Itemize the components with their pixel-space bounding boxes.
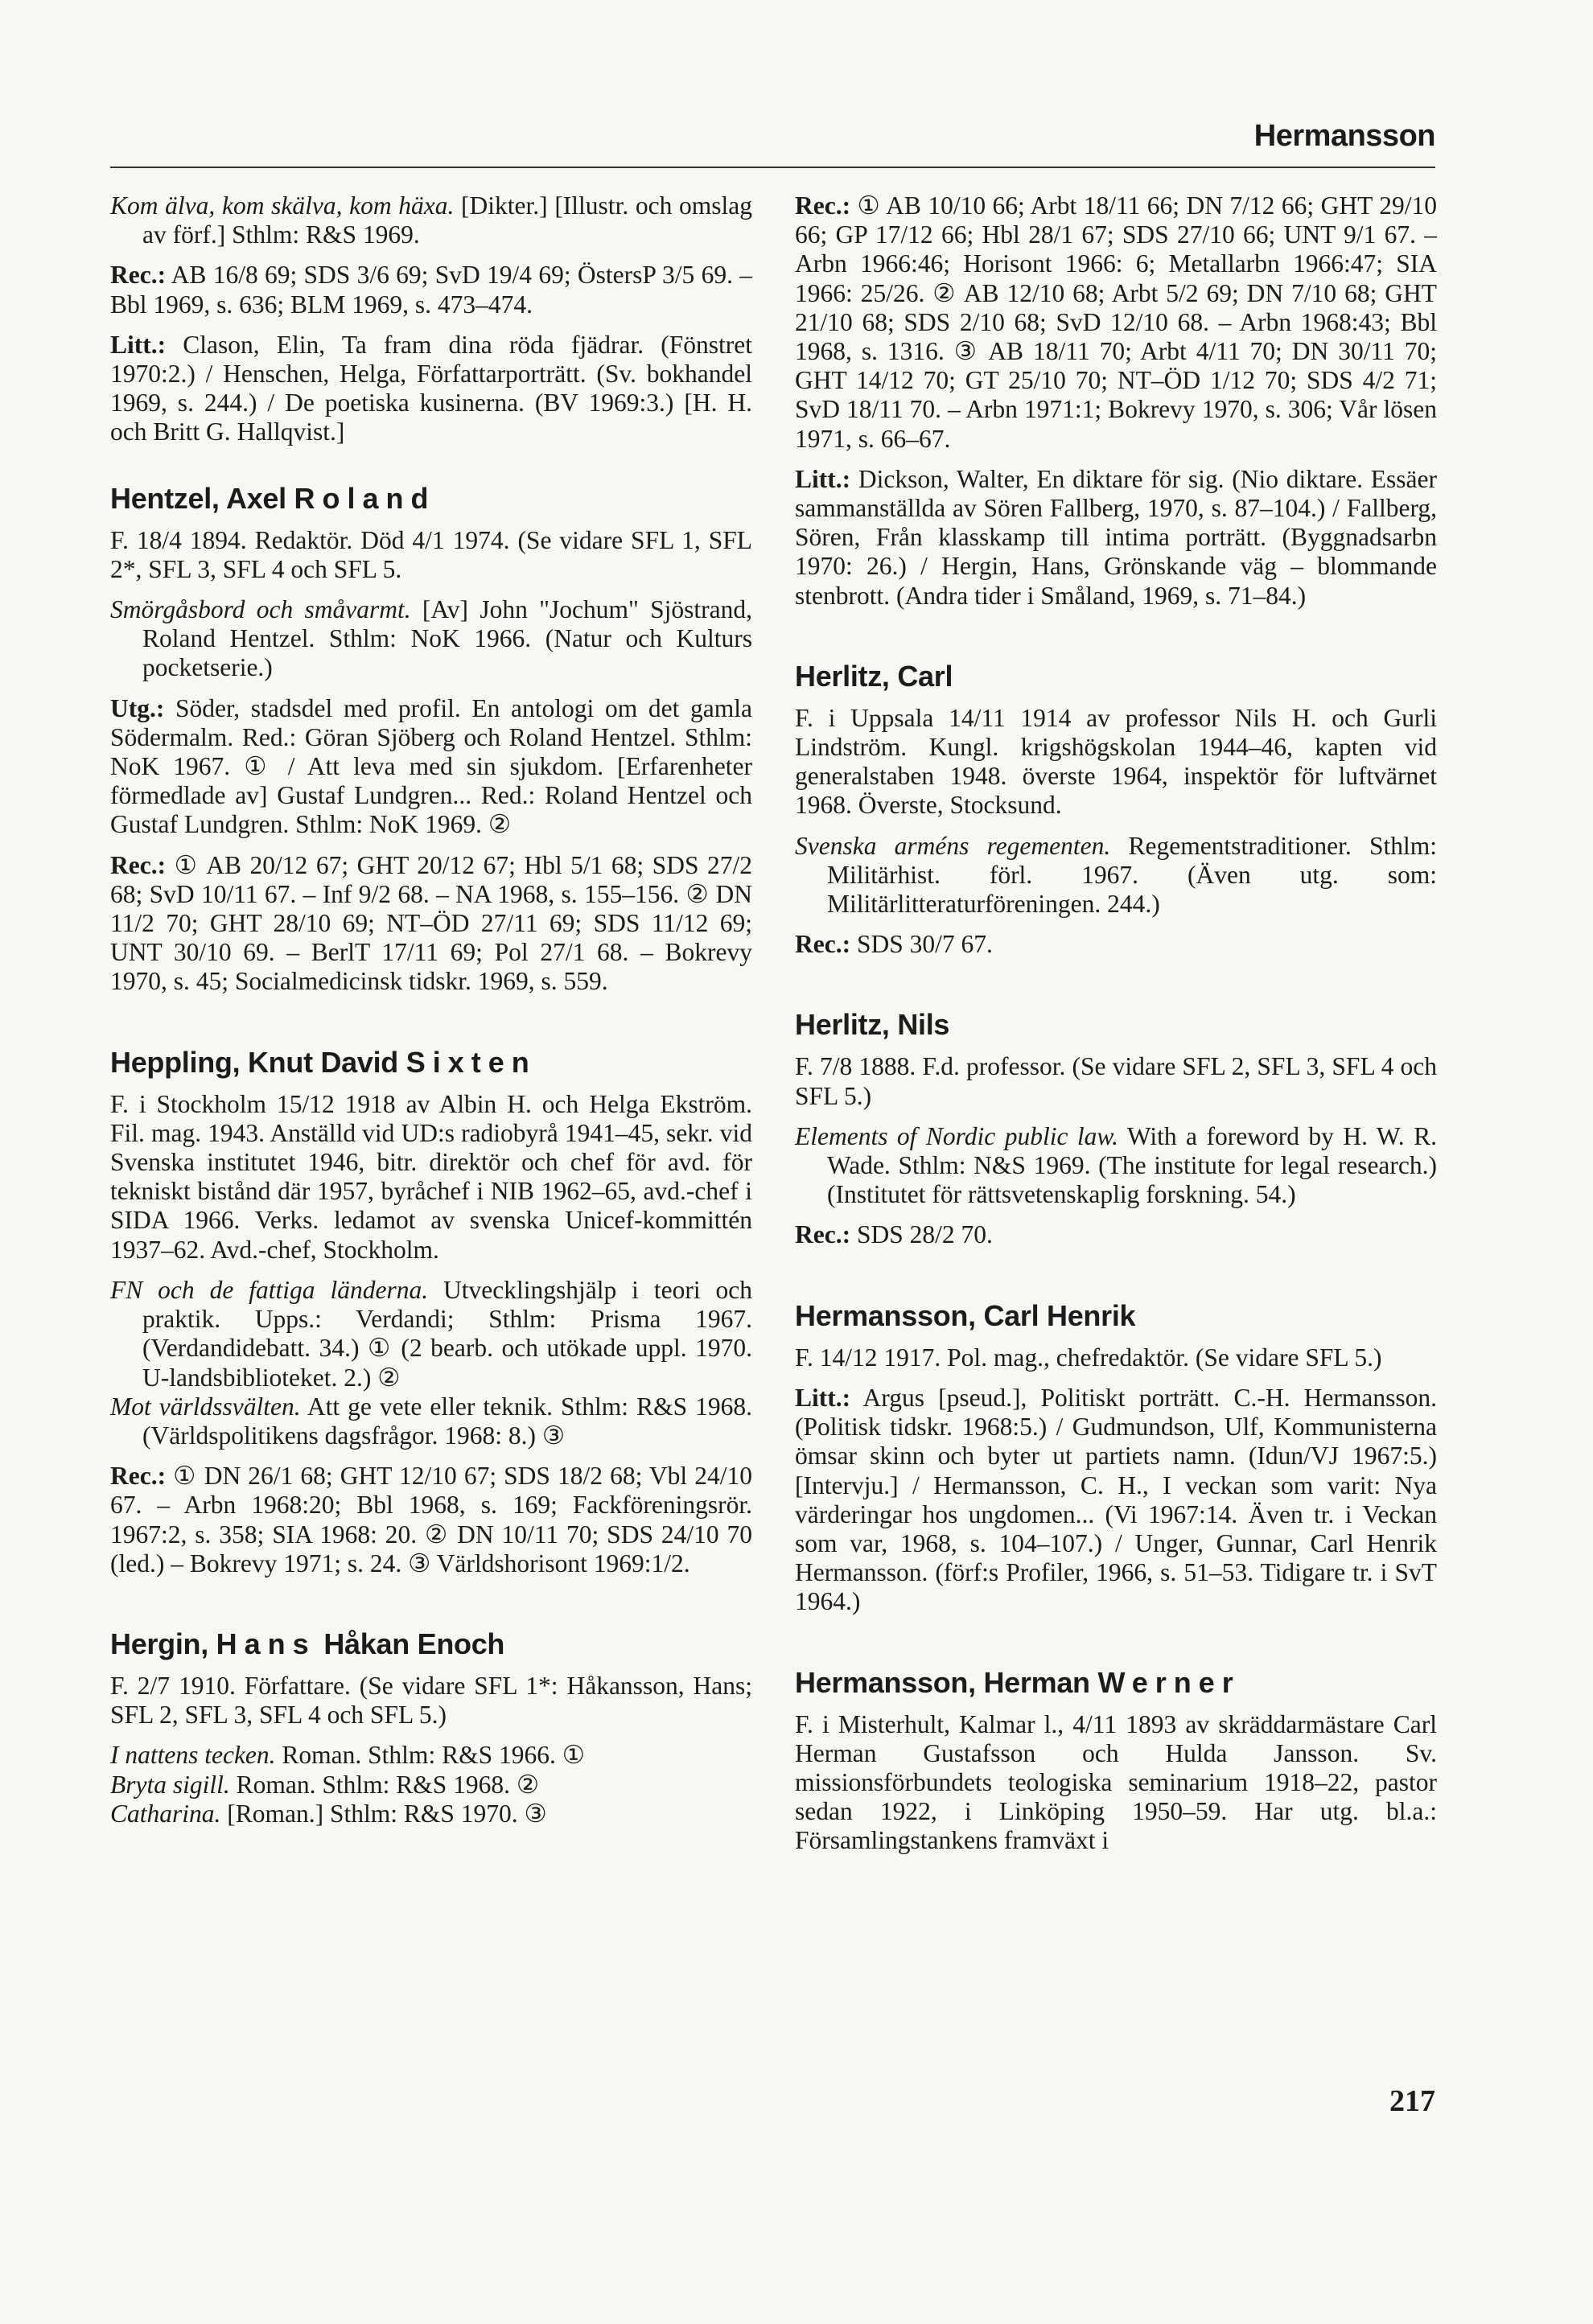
reviews-text: SDS 28/2 70.: [850, 1220, 993, 1249]
headword: Herlitz, Nils: [795, 1008, 950, 1042]
reviews: [795, 930, 1437, 959]
biography: F. i Uppsala 14/11 1914 av professor Nils H. och Gurli Lindström. Kungl. krigshögskolan 1944–46, kapten vid generalstaben 1948. överste 1964, inspektör för luftvärnet 1968. Överste, Stocksund.: [795, 703, 1437, 820]
editions: [110, 694, 752, 840]
entry-hermansson-carl: [795, 1300, 1437, 1617]
header-rule: [110, 167, 1435, 168]
biography: F. 18/4 1894. Redaktör. Död 4/1 1974. (Se vidare SFL 1, SFL 2*, SFL 3, SFL 4 och SFL 5.: [110, 525, 752, 583]
entry-intro-continuation: [110, 191, 752, 447]
editions-text: Söder, stadsdel med profil. En antologi om det gamla Södermalm. Red.: Göran Sjöberg och Roland Hentzel. Sthlm: NoK 1967. ① / Att leva med sin sjukdom. [Erfarenheter förmedlade av] Gustaf Lundgren... Red.: Roland Hentzel och Gustaf Lundgren. Sthlm: NoK 1969. ②: [110, 693, 752, 839]
literature-label: Litt.:: [110, 330, 167, 359]
work-details: [Dikter.] [Illustr. och omslag av förf.] Sthlm: R&S 1969.: [142, 191, 753, 249]
headword-callname: Werner: [1097, 1665, 1241, 1699]
reviews-label: Rec.:: [110, 850, 167, 879]
literature: [795, 465, 1437, 611]
headword-given: Håkan Enoch: [315, 1627, 505, 1660]
reviews-text: SDS 30/7 67.: [850, 930, 993, 959]
headword: [110, 1047, 752, 1079]
work-title: Smörgåsbord och småvarmt.: [110, 595, 411, 624]
reviews-text: ① AB 10/10 66; Arbt 18/11 66; DN 7/12 66; GHT 29/10 66; GP 17/12 66; Hbl 28/1 67; SDS 27/10 66; UNT 9/1 67. – Arbn 1966:46; Horisont 1966: 6; Metallarbn 1966:47; SIA 1966: 25/26. ② AB 12/10 68; Arbt 5/2 69; DN 7/10 68; GHT 21/10 68; SDS 2/10 68; SvD 12/10 68. – Arbn 1968:43; Bbl 1968, s. 1316. ③ AB 18/11 70; Arbt 4/11 70; DN 30/11 70; GHT 14/12 70; GT 25/10 70; NT–ÖD 1/12 70; SDS 4/2 71; SvD 18/11 70. – Arbn 1971:1; Bokrevy 1970, s. 306; Vår lösen 1971, s. 66–67.: [795, 191, 1437, 453]
work-details: Regementstraditioner. Sthlm: Militärhist. förl. 1967. (Även utg. som: Militärlitteraturföreningen. 244.): [827, 831, 1438, 919]
biography: F. 14/12 1917. Pol. mag., chefredaktör. (Se vidare SFL 5.): [795, 1343, 1382, 1372]
reviews-text: ① DN 26/1 68; GHT 12/10 67; SDS 18/2 68; Vbl 24/10 67. – Arbn 1968:20; Bbl 1968, s. 169; Fackföreningsrör. 1967:2, s. 358; SIA 1968: 20. ② DN 10/11 70; SDS 24/10 70 (led.) – Bokrevy 1971; s. 24. ③ Världshorisont 1969:1/2.: [110, 1462, 752, 1577]
biography: F. 7/8 1888. F.d. professor. (Se vidare SFL 2, SFL 3, SFL 4 och SFL 5.): [795, 1052, 1437, 1110]
work-citation: [110, 595, 752, 683]
work-title: Svenska arméns regementen.: [795, 831, 1111, 860]
page-number: 217: [1389, 2084, 1435, 2118]
literature: [795, 1384, 1437, 1617]
work-title: FN och de fattiga länderna.: [110, 1275, 429, 1304]
reviews-text: ① AB 20/12 67; GHT 20/12 67; Hbl 5/1 68; SDS 27/2 68; SvD 10/11 67. – Inf 9/2 68. – NA 1968, s. 155–156. ② DN 11/2 70; GHT 28/10 69; NT–ÖD 27/11 69; SDS 11/12 69; UNT 30/10 69. – BerlT 17/11 69; Pol 27/1 68. – Bokrevy 1970, s. 45; Socialmedicinsk tidskr. 1969, s. 559.: [110, 850, 752, 996]
work-title: Elements of Nordic public law.: [795, 1121, 1118, 1150]
entry-hermansson-herman: [795, 1667, 1437, 1856]
reviews-label: Rec.:: [110, 1462, 167, 1491]
headword-name: Hentzel, Axel: [110, 481, 294, 515]
work-details: Roman. Sthlm: R&S 1968. ②: [229, 1770, 540, 1799]
work-details: [Av] John "Jochum" Sjöstrand, Roland Hentzel. Sthlm: NoK 1966. (Natur och Kulturs pocketserie.): [142, 595, 753, 682]
reviews-text: AB 16/8 69; SDS 3/6 69; SvD 19/4 69; ÖstersP 3/5 69. – Bbl 1969, s. 636; BLM 1969, s. 473–474.: [110, 261, 752, 319]
entry-herlitz-carl: [795, 660, 1437, 960]
literature-label: Litt.:: [795, 1383, 851, 1412]
reviews-label: Rec.:: [795, 1220, 851, 1249]
reviews-label: Rec.:: [795, 930, 851, 959]
literature-text: Dickson, Walter, En diktare för sig. (Nio diktare. Essäer sammanställda av Sören Fallberg, 1970, s. 87–104.) / Fallberg, Sören, Från klasskamp till intima porträtt. (Byggnadsarbn 1970: 26.) / Hergin, Hans, Grönskande väg – blommande stenbrott. (Andra tider i Småland, 1969, s. 71–84.): [795, 464, 1437, 610]
work-citation: [110, 1800, 752, 1828]
work-citation: [110, 1276, 752, 1392]
reviews: [110, 1462, 752, 1578]
headword: [795, 1667, 1437, 1699]
work-title: Kom älva, kom skälva, kom häxa.: [110, 191, 455, 220]
reviews: [795, 1220, 1437, 1249]
reviews: [795, 191, 1437, 454]
entry-herlitz-nils: [795, 1009, 1437, 1249]
work-citation: [110, 191, 752, 249]
headword-callname: Sixten: [405, 1045, 537, 1079]
headword-name: Heppling, Knut David: [110, 1045, 406, 1079]
literature-text: Clason, Elin, Ta fram dina röda fjädrar. (Fönstret 1970:2.) / Henschen, Helga, Författarporträtt. (Sv. bokhandel 1969, s. 244.) / De poetiska kusinerna. (BV 1969:3.) [H. H. och Britt G. Hallqvist.]: [110, 330, 752, 446]
entry-heppling: [110, 1047, 752, 1578]
biography: F. i Misterhult, Kalmar l., 4/11 1893 av skräddarmästare Carl Herman Gustafsson och Hulda Jansson. Sv. missionsförbundets teologiska seminarium 1918–22, pastor sedan 1922, i Linköping 1950–59. Har utg. bl.a.: Församlingstankens framväxt i: [795, 1709, 1437, 1855]
headword: [110, 483, 752, 515]
headword: [110, 1628, 752, 1660]
work-citation: [110, 1741, 752, 1770]
work-citation: [110, 1392, 752, 1450]
entry-hergin-continuation: [795, 191, 1437, 611]
reviews: [110, 851, 752, 997]
running-head: Hermansson: [1253, 119, 1435, 153]
left-column: [110, 191, 752, 1840]
entry-hergin: [110, 1628, 752, 1828]
entry-hentzel: [110, 483, 752, 997]
work-details: Roman. Sthlm: R&S 1966. ①: [275, 1741, 585, 1770]
headword: Herlitz, Carl: [795, 659, 953, 693]
literature: [110, 331, 752, 447]
work-citation: [795, 832, 1437, 919]
work-details: [Roman.] Sthlm: R&S 1970. ③: [220, 1799, 547, 1828]
work-details: Utvecklingshjälp i teori och praktik. Upps.: Verdandi; Sthlm: Prisma 1967. (Verdandidebatt. 34.) ① (2 bearb. och utökade uppl. 1970. U-landsbiblioteket. 2.) ②: [142, 1275, 753, 1392]
biography: F. i Stockholm 15/12 1918 av Albin H. och Helga Ekström. Fil. mag. 1943. Anställd vid UD:s radiobyrå 1941–45, sekr. vid Svenska institutet 1946, bitr. direktör och chef för avd. för tekniskt bistånd där 1957, byråchef i NIB 1962–65, avd.-chef i SIDA 1966. Verks. ledamot av svenska Unicef-kommittén 1937–62. Avd.-chef, Stockholm.: [110, 1089, 752, 1264]
reviews: [110, 261, 752, 319]
headword-callname: Roland: [294, 481, 436, 515]
work-title: Mot världssvälten.: [110, 1392, 301, 1421]
work-details: With a foreword by H. W. R. Wade. Sthlm: N&S 1969. (The institute for legal research.) (Institutet för rättsvetenskaplig forskning. 54.): [827, 1121, 1437, 1209]
right-column: [795, 191, 1437, 1867]
headword: Hermansson, Carl Henrik: [795, 1298, 1136, 1332]
reviews-label: Rec.:: [110, 261, 167, 290]
work-title: Bryta sigill.: [110, 1770, 230, 1799]
work-title: Catharina.: [110, 1799, 221, 1828]
headword-callname: Hans: [216, 1627, 316, 1660]
work-citation: [795, 1122, 1437, 1210]
headword-surname: Hergin,: [110, 1627, 216, 1660]
work-details: Att ge vete eller teknik. Sthlm: R&S 1968. (Världspolitikens dagsfrågor. 1968: 8.) ③: [142, 1392, 752, 1450]
literature-text: Argus [pseud.], Politiskt porträtt. C.-H. Hermansson. (Politisk tidskr. 1968:5.) / Gudmundson, Ulf, Kommunisterna ömsar skinn och byter ut partiets namn. (Idun/VJ 1967:5.) [Intervju.] / Hermansson, C. H., I veckan som varit: Nya värderingar hos ungdomen... (Vi 1967:14. Även tr. i Veckan som var, 1968, s. 104–107.) / Unger, Gunnar, Carl Henrik Hermansson. (förf:s Profiler, 1966, s. 51–53. Tidigare tr. i SvT 1964.): [795, 1383, 1437, 1616]
biography: F. 2/7 1910. Författare. (Se vidare SFL 1*: Håkansson, Hans; SFL 2, SFL 3, SFL 4 och SFL 5.): [110, 1671, 752, 1730]
literature-label: Litt.:: [795, 464, 851, 493]
work-title: I nattens tecken.: [110, 1741, 276, 1770]
work-citation: [110, 1771, 752, 1800]
editions-label: Utg.:: [110, 693, 165, 722]
reviews-label: Rec.:: [795, 191, 851, 220]
headword-name: Hermansson, Herman: [795, 1665, 1098, 1699]
